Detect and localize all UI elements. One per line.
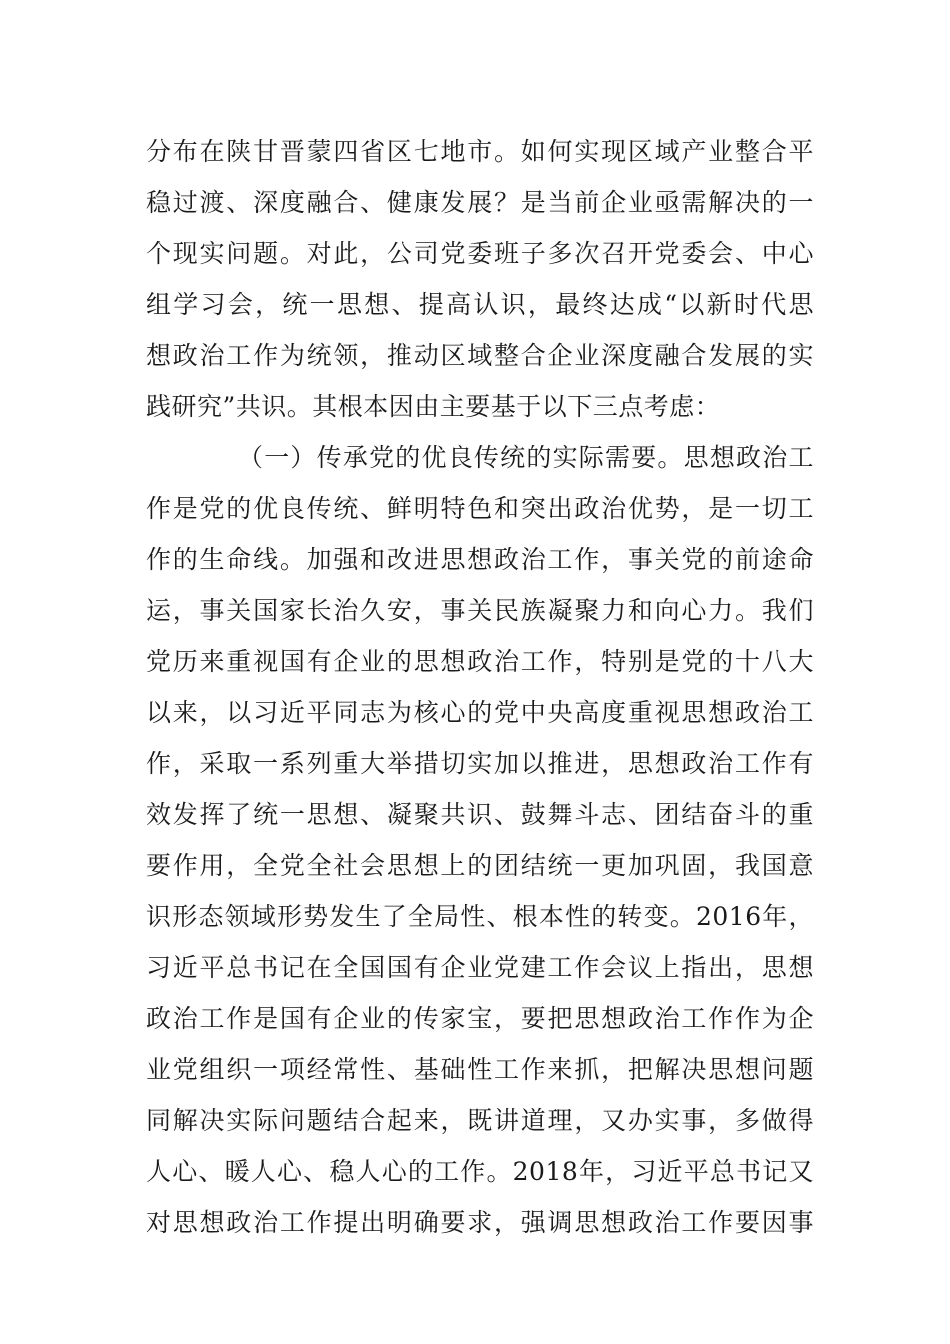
text-line: 运，事关国家长治久安，事关民族凝聚力和向心力。我们 bbox=[146, 596, 814, 625]
section-heading-line: （一）传承党的优良传统的实际需要。思想政治工 bbox=[238, 443, 814, 472]
text-line: 习近平总书记在全国国有企业党建工作会议上指出，思想 bbox=[146, 953, 814, 982]
text-line: 分布在陕甘晋蒙四省区七地市。如何实现区域产业整合平 bbox=[146, 137, 814, 166]
text-line: 识形态领域形势发生了全局性、根本性的转变。2016年， bbox=[146, 902, 814, 931]
text-line: 同解决实际问题结合起来，既讲道理，又办实事，多做得 bbox=[146, 1106, 814, 1135]
text-line: 以来，以习近平同志为核心的党中央高度重视思想政治工 bbox=[146, 698, 814, 727]
text-line: 作，采取一系列重大举措切实加以推进，思想政治工作有 bbox=[146, 749, 814, 778]
text-line: 想政治工作为统领，推动区域整合企业深度融合发展的实 bbox=[146, 341, 814, 370]
text-line: 践研究”共识。其根本因由主要基于以下三点考虑： bbox=[146, 392, 721, 421]
text-line: 效发挥了统一思想、凝聚共识、鼓舞斗志、团结奋斗的重 bbox=[146, 800, 814, 829]
text-line: 政治工作是国有企业的传家宝，要把思想政治工作作为企 bbox=[146, 1004, 814, 1033]
text-line: 稳过渡、深度融合、健康发展？是当前企业亟需解决的一 bbox=[146, 188, 814, 217]
text-line: 对思想政治工作提出明确要求，强调思想政治工作要因事 bbox=[146, 1208, 814, 1237]
text-line: 业党组织一项经常性、基础性工作来抓，把解决思想问题 bbox=[146, 1055, 814, 1084]
text-line: 要作用，全党全社会思想上的团结统一更加巩固，我国意 bbox=[146, 851, 814, 880]
text-line: 组学习会，统一思想、提高认识，最终达成“以新时代思 bbox=[146, 290, 814, 319]
text-line: 党历来重视国有企业的思想政治工作，特别是党的十八大 bbox=[146, 647, 814, 676]
text-line: 人心、暖人心、稳人心的工作。2018年，习近平总书记又 bbox=[146, 1157, 814, 1186]
text-line: 作是党的优良传统、鲜明特色和突出政治优势，是一切工 bbox=[146, 494, 814, 523]
text-line: 个现实问题。对此，公司党委班子多次召开党委会、中心 bbox=[146, 239, 814, 268]
text-line: 作的生命线。加强和改进思想政治工作，事关党的前途命 bbox=[146, 545, 814, 574]
